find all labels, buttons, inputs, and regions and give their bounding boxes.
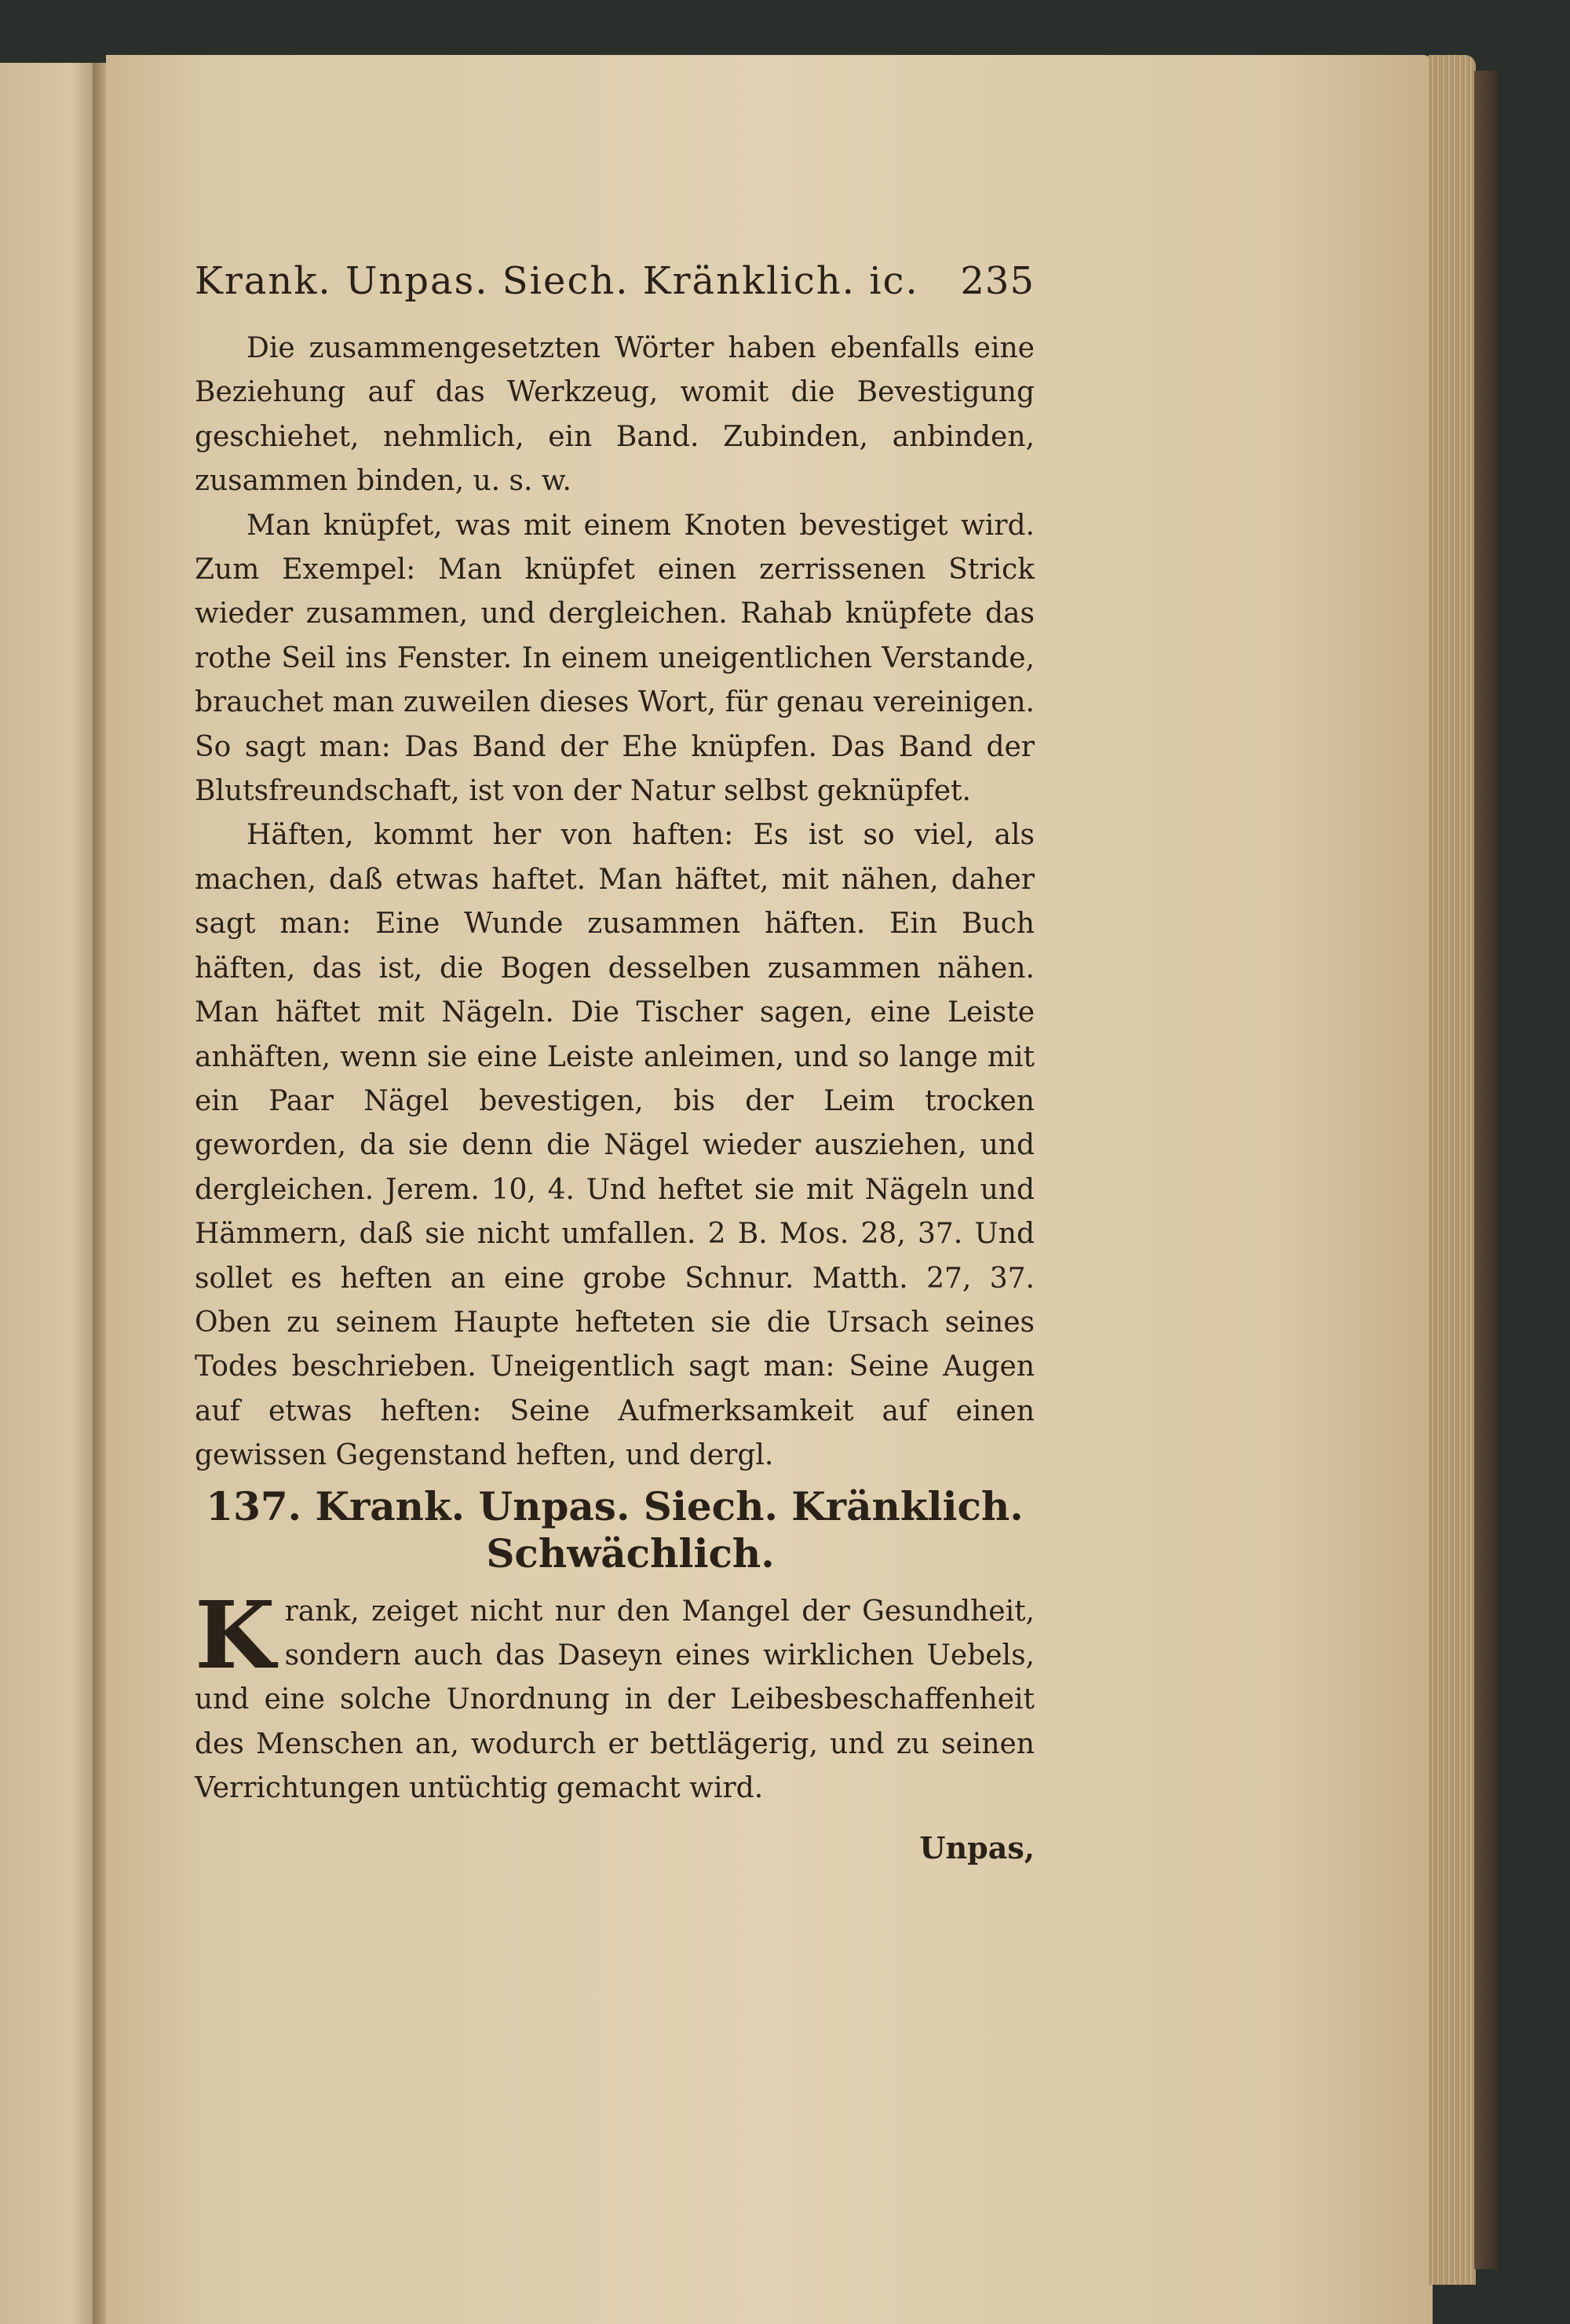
text-block xyxy=(195,259,1035,1865)
section-heading-line2: Schwächlich. xyxy=(486,1529,775,1577)
section-heading xyxy=(195,1478,1035,1590)
paragraph-zusammengesetzt: Die zusammengesetzten Wörter haben ebenfalls eine Beziehung auf das Werkzeug, womit die Bevestigung geschiehet, nehmlich, ein Band. Zubinden, anbinden, zusammen binden, u. s. w. xyxy=(195,332,1035,498)
paragraph-knuepfen: Man knüpfet, was mit einem Knoten bevestiget wird. Zum Exempel: Man knüpfet einen zerrissenen Strick wieder zusammen, und dergleichen. Rahab knüpfete das rothe Seil ins Fenster. In einem uneigentlichen Verstande, brauchet man zuweilen dieses Wort, für genau vereinigen. So sagt man: Das Band der Ehe knüpfen. Das Band der Blutsfreundschaft, ist von der Natur selbst geknüpfet. xyxy=(195,509,1035,808)
page-edges xyxy=(1429,55,1476,2285)
paragraph-haeften: Häften, kommt her von haften: Es ist so viel, als machen, daß etwas haftet. Man häftet, mit nähen, daher sagt man: Eine Wunde zusammen häften. Ein Buch häften, das ist, die Bogen desselben zusammen nähen. Man häftet mit Nägeln. Die Tischer sagen, eine Leiste anhäften, wenn sie eine Leiste anleimen, und so lange mit ein Paar Nägel bevestigen, bis der Leim trocken geworden, da sie denn die Nägel wieder ausziehen, und dergleichen. Jerem. 10, 4. Und heftet sie mit Nägeln und Hämmern, daß sie nicht umfallen. 2 B. Mos. 28, 37. Und sollet es heften an eine grobe Schnur. Matth. 27, 37. Oben zu seinem Haupte hefteten sie die Ursach seines Todes beschrieben. Uneigentlich sagt man: Seine Augen auf etwas heften: Seine Aufmerksamkeit auf einen gewissen Gegenstand heften, und dergl. xyxy=(195,819,1035,1472)
section-first-paragraph xyxy=(195,1580,1035,1811)
catchword: Unpas, xyxy=(919,1829,1035,1865)
running-head-title: Krank. Unpas. Siech. Kränklich. ic. xyxy=(195,259,919,303)
page-number: 235 xyxy=(960,259,1035,303)
left-page-edge xyxy=(0,63,102,2324)
book-binding xyxy=(1474,71,1498,2269)
section-heading-line1: 137. Krank. Unpas. Siech. Kränklich. xyxy=(206,1482,1024,1529)
running-head xyxy=(195,259,1035,303)
body-text xyxy=(195,327,1035,1478)
section-first-paragraph-text: rank, zeiget nicht nur den Mangel der Gesundheit, sondern auch das Daseyn eines wirklichen Uebels, und eine solche Unordnung in der Leibesbeschaffenheit des Menschen an, wodurch er bettlägerig, und zu seinen Verrichtungen untüchtig gemacht wird. xyxy=(195,1595,1035,1805)
drop-cap: K xyxy=(195,1580,276,1690)
